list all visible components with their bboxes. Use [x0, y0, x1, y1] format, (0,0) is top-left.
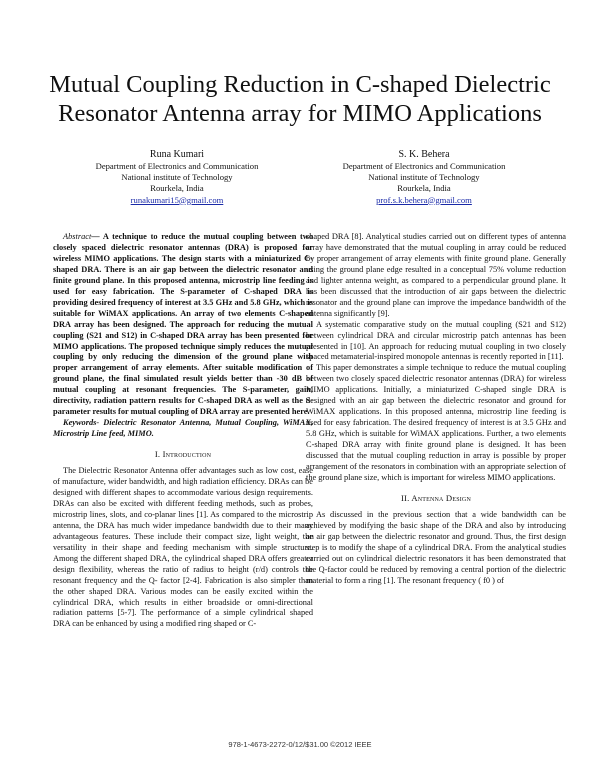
design-paragraph: As discussed in the previous section that a wide bandwidth can be achieved by modifying the basic shape of the DRA and also by introducing an air gap between the dielectric resonator and ground. Thus, the first design step is to modify the shape of a cylindrical DRA. From the analytical studies carried out on cylindrical dielectric resonators it has been demonstrated that the Q-factor could be reduced by removing a central portion of the dielectric material to form a ring [1]. The resonant frequency ( f0 ) of [306, 509, 566, 585]
body-paragraph: A systematic comparative study on the mutual coupling (S21 and S12) between cylindrical DRA and circular microstrip patch antennas has been presented in [10]. An approach for reducing mutual coupling in two closely spaced metamaterial-inspired monopole antennas is recently reported in [11]. [306, 319, 566, 362]
copyright-footer: 978-1-4673-2272-0/12/$31.00 ©2012 IEEE [228, 740, 372, 749]
abstract [53, 232, 313, 418]
author-email-link[interactable]: prof.s.k.behera@gmail.com [376, 194, 472, 205]
author-block-1 [62, 148, 292, 206]
intro-paragraph: The Dielectric Resonator Antenna offer advantages such as low cost, ease of manufacture, wider bandwidth, and high radiation efficiency. DRAs can be designed with different shapes to accommodate various design requirements. DRAs can also be excited with different feeding methods, such as probes, microstrip lines, slots, and co-planar lines [1]. As compared to the microstrip antenna, the DRA has much wider impedance bandwidth due to their many advantageous features. These include their compact size, light weight, the versatility in their shape and feeding mechanism with simple structure. Among the different shaped DRA, the cylindrical shaped DRA offers greater design flexibility, whereas the ratio of radius to height (r/d) controls the resonant frequency and the Q- factor [2-4]. Fabrication is also simpler than the other shaped DRA. Various modes can be easily excited within the cylindrical DRA, which results in either broadside or omni-directional radiation patterns [5-7]. The performance of a simple cylindrical shaped DRA can be enhanced by using a modified ring shaped or C- [53, 466, 313, 629]
right-column [306, 232, 566, 587]
author-institute: National institute of Technology [121, 172, 233, 183]
author-dept: Department of Electronics and Communication [95, 161, 259, 171]
keywords: Keywords- Dielectric Resonator Antenna, Mutual Coupling, WiMAX, Microstrip Line feed, MIMO. [53, 418, 313, 439]
paper-title: Mutual Coupling Reduction in C-shaped Dielectric Resonator Antenna array for MIMO Applications [49, 71, 551, 127]
author-dept: Department of Electronics and Communication [342, 161, 506, 171]
author-block-2 [309, 148, 539, 206]
section-heading-introduction: I. Introduction [154, 449, 212, 460]
author-name: Runa Kumari [149, 149, 205, 160]
author-location: Rourkela, India [150, 183, 204, 194]
body-paragraph: This paper demonstrates a simple technique to reduce the mutual coupling between two closely spaced dielectric resonator antennas (DRA) for wireless MIMO applications. Initially, a miniaturized C-shaped single DRA is designed with an air gap between the dielectric resonator and ground for WiMAX applications. In this proposed antenna, microstrip line feeding is used for easy fabrication. The desired frequency of interest is at 3.5 GHz and 5.8 GHz, which is suitable for WiMAX applications. Further, a two elements C-shaped DRA array with finite ground plane is designed. It has been discussed that the mutual coupling reduction in array is possible by proper arrangement of the resonators in combination with an appropriate selection of the ground plane size, which is important for wireless MIMO applications. [306, 363, 566, 482]
abstract-text: — A technique to reduce the mutual coupling between two closely spaced dielectric resonator antennas (DRA) is proposed for wireless MIMO applications. The design starts with a miniaturized C-shaped DRA. There is an air gap between the dielectric resonator and finite ground plane. In this proposed antenna, microstrip line feeding is used for easy fabrication. The S-parameter of C-shaped DRA is providing desired frequency of interest at 3.5 GHz and 5.8 GHz, which is suitable for WiMAX applications. An array of two elements C-shaped DRA array has been designed. The approach for reducing the mutual coupling (S21 and S12) in C-shaped DRA array has been presented for MIMO applications. The proposed technique simply reduces the mutual coupling by only reducing the dimension of the ground plane with proper arrangement of array elements. After suitable modification of ground plane, the final simulated result yields better than -30 dB of mutual coupling at resonant frequencies. The S-parameter, gain, directivity, radiation pattern results for C-shaped DRA as well as the S-parameter results for mutual coupling of DRA array are presented here. [53, 232, 313, 417]
section-heading-antenna-design: II. Antenna Design [400, 492, 472, 503]
author-name: S. K. Behera [398, 149, 450, 160]
body-paragraph-continued: shaped DRA [8]. Analytical studies carried out on different types of antenna array have demonstrated that the mutual coupling in array could be reduced by proper arrangement of array elements with finite ground plane. Generally using the ground plane edge resulted in a conceptual 75% volume reduction and lighter antenna weight, as compared to a perpendicular ground plane. It has been discussed that the introduction of air gaps between the dielectric resonator and the ground plane can improve the impedance bandwidth of the antenna significantly [9]. [306, 232, 566, 318]
author-institute: National institute of Technology [368, 172, 480, 183]
abstract-label: Abstract [63, 232, 92, 241]
author-location: Rourkela, India [397, 183, 451, 194]
left-column [53, 232, 313, 630]
author-email-link[interactable]: runakumari15@gmail.com [130, 194, 224, 205]
